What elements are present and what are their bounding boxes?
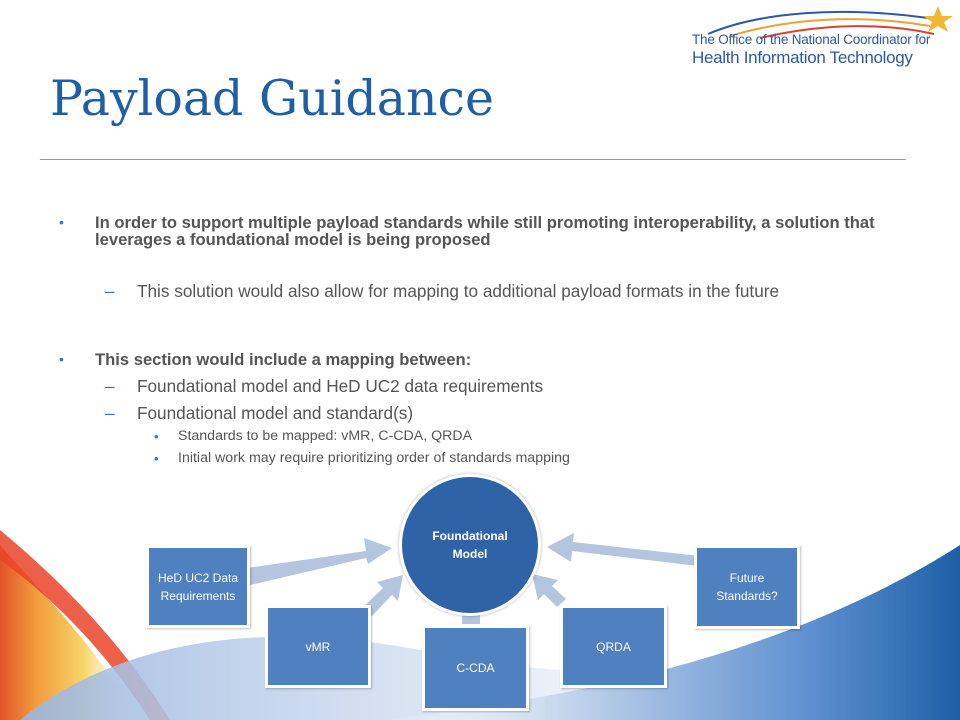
arrow-future-to-model — [547, 533, 700, 566]
node-hed-uc2-line2: Requirements — [160, 588, 236, 603]
node-ccda — [422, 625, 529, 711]
bullet-2-sub-2-item-1-text: Standards to be mapped: vMR, C-CDA, QRDA — [178, 428, 473, 444]
bullet-mark: • — [154, 451, 159, 466]
node-qrda-label: QRDA — [596, 639, 631, 654]
bullet-2-sub-1-text: Foundational model and HeD UC2 data requirements — [137, 376, 544, 396]
foundational-model-node — [399, 474, 541, 616]
node-ccda-label: C-CDA — [456, 661, 495, 675]
bullet-2-sub-2-text: Foundational model and standard(s) — [137, 403, 414, 423]
page-title: Payload Guidance — [50, 70, 494, 127]
node-future-standards — [694, 545, 800, 629]
center-line2: Model — [452, 547, 488, 561]
node-qrda — [560, 605, 667, 688]
bullet-mark: • — [154, 429, 159, 444]
bullet-1-sub-1-text: This solution would also allow for mapping to additional payload formats in the future — [137, 281, 780, 301]
center-line1: Foundational — [432, 529, 508, 543]
node-vmr-label: vMR — [305, 639, 331, 654]
node-vmr — [265, 605, 371, 688]
bullet-mark: • — [59, 214, 64, 230]
dash-mark: – — [105, 403, 115, 423]
bullet-2-text: This section would include a mapping between: — [95, 350, 472, 369]
node-hed-uc2 — [146, 545, 250, 628]
node-future-line1: Future — [729, 571, 765, 585]
logo-line-2: Health Information Technology — [692, 48, 913, 67]
logo-line-1: The Office of the National Coordinator for — [692, 32, 931, 47]
node-future-line2: Standards? — [716, 589, 778, 603]
bullet-mark: • — [59, 351, 64, 367]
bullet-1-text: In order to support multiple payload standards while still promoting interoperability, a solution that leverages a foundational model is being proposed — [95, 213, 875, 249]
arrow-hed-to-model — [247, 538, 392, 585]
node-hed-uc2-line1: HeD UC2 Data — [157, 570, 239, 585]
arrow-qrda-to-model — [532, 574, 566, 607]
dash-mark: – — [105, 376, 115, 396]
bullet-2-sub-2-item-2-text: Initial work may require prioritizing order of standards mapping — [178, 450, 570, 466]
dash-mark: – — [105, 281, 115, 301]
